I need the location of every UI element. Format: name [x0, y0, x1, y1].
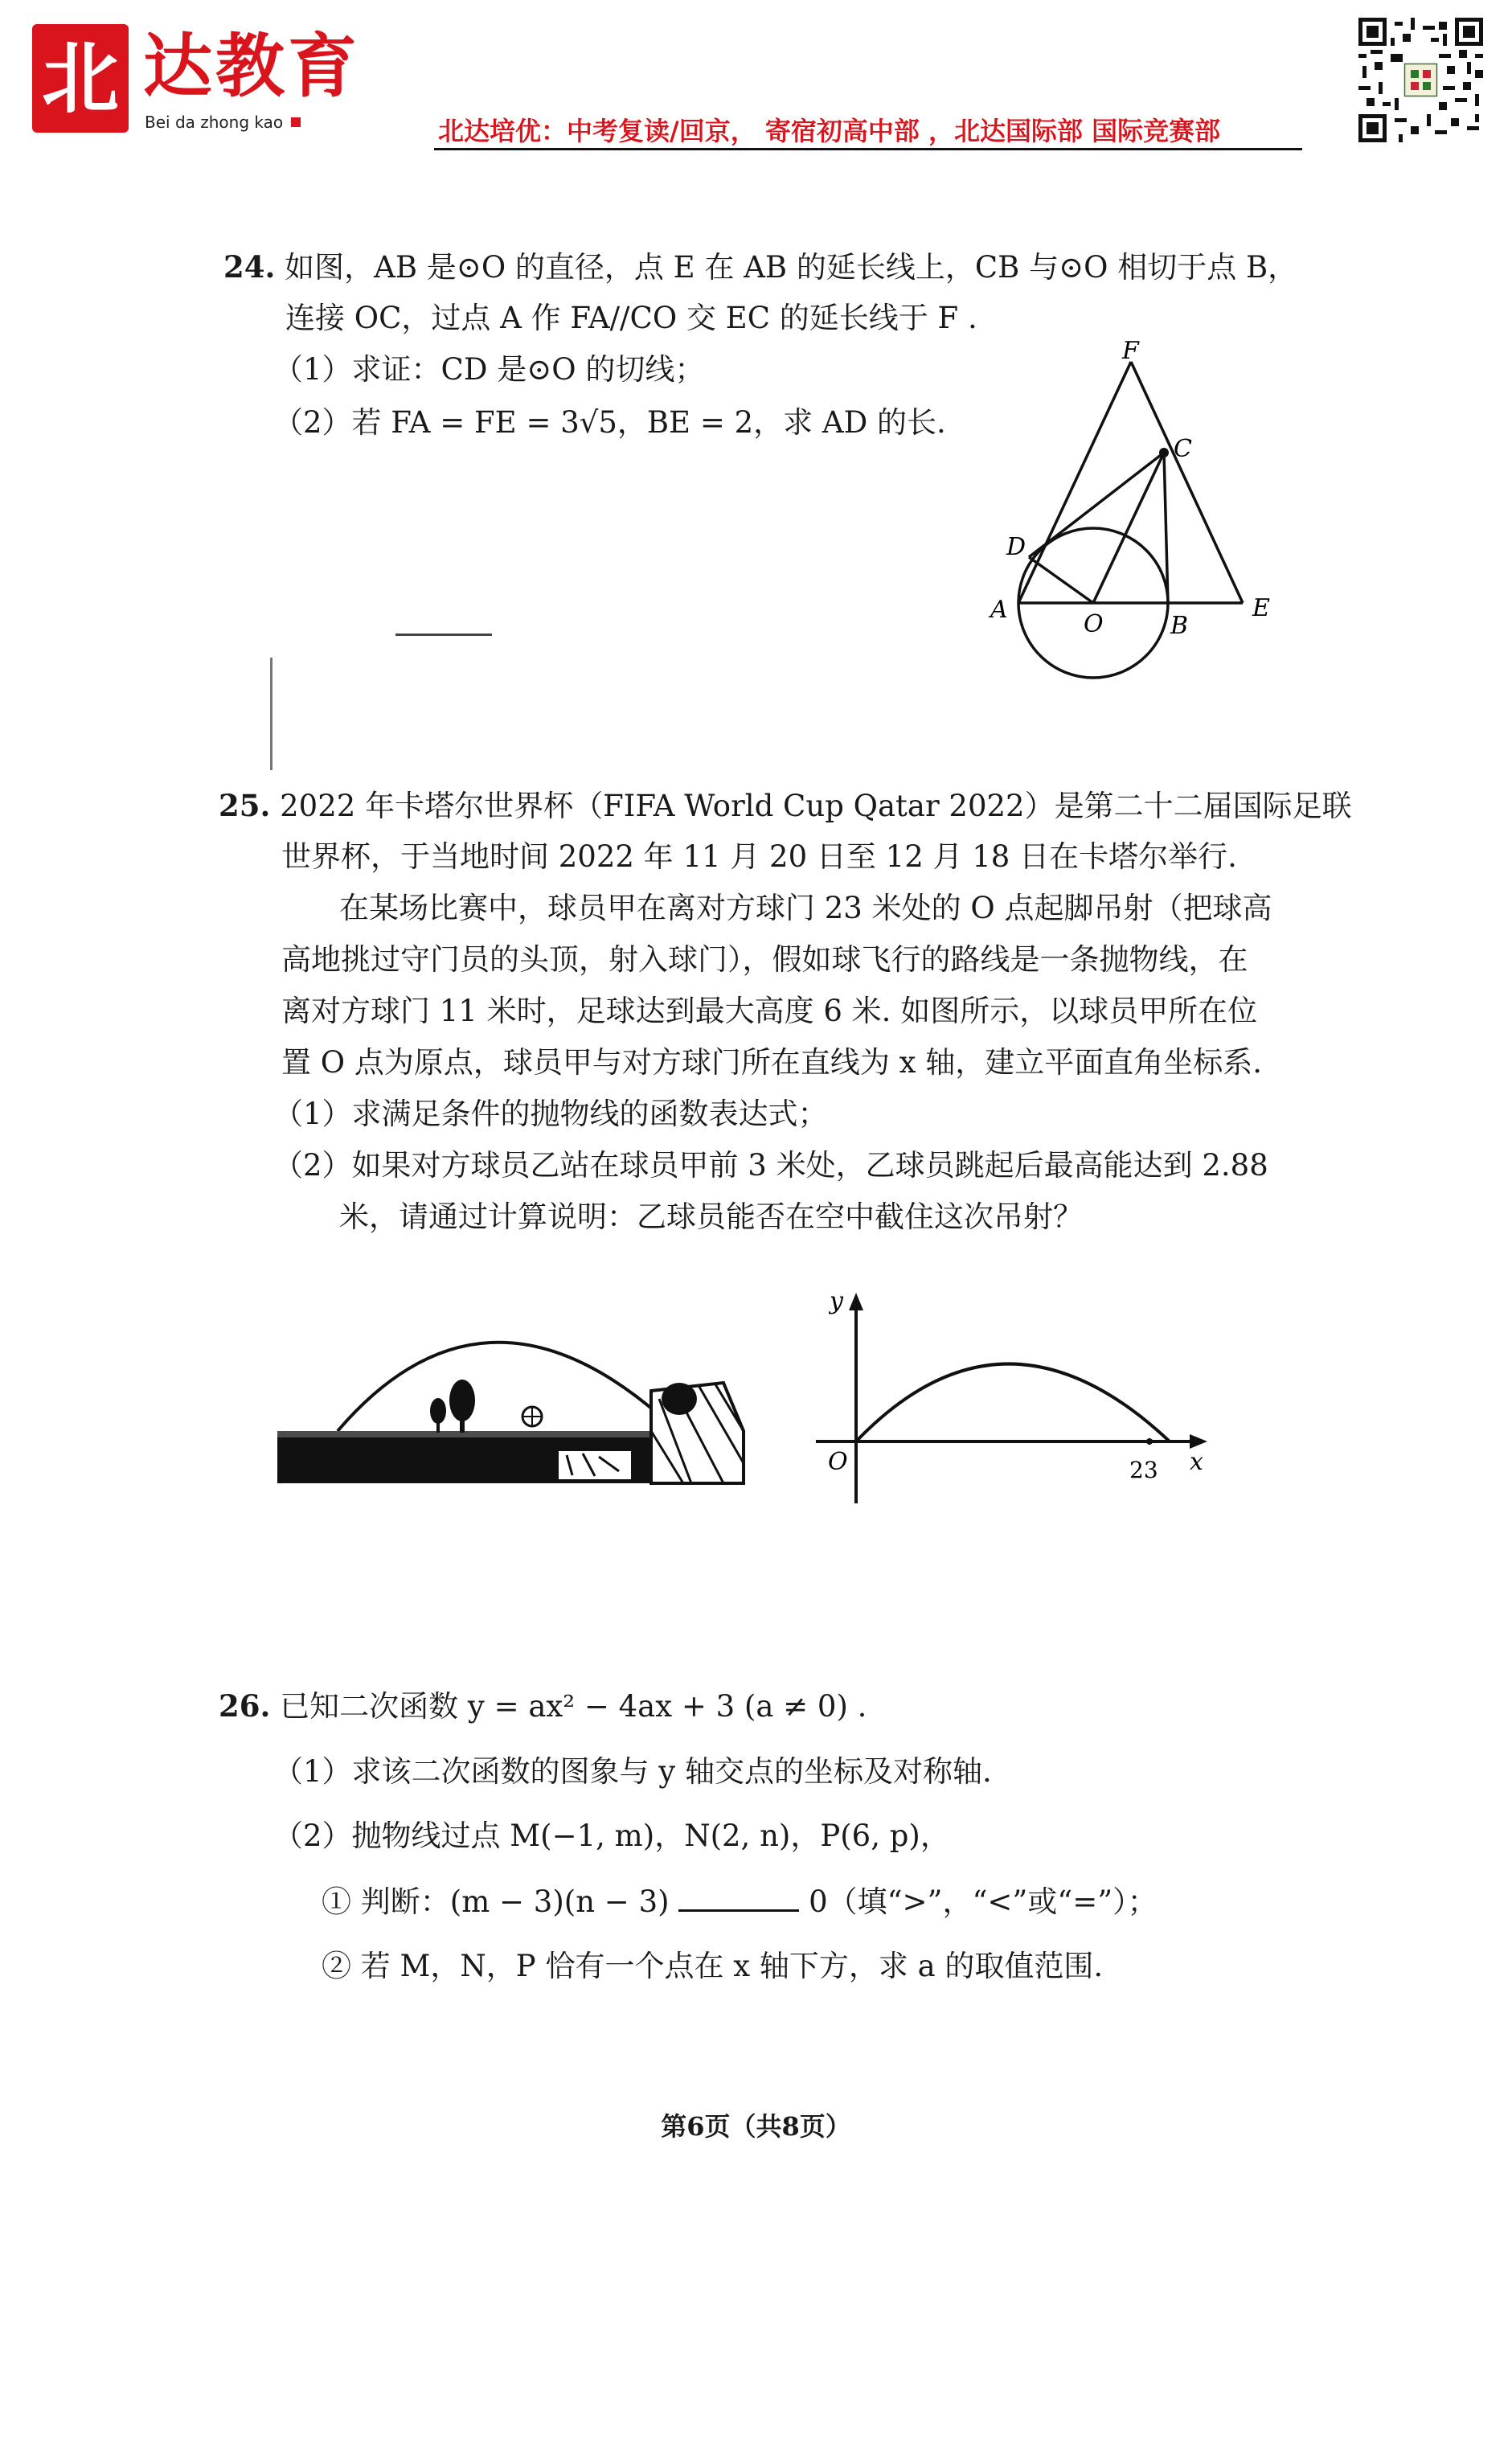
q26-sub1 [322, 1876, 1158, 1928]
answer-blank[interactable] [678, 1885, 799, 1912]
q26-line1 [219, 1680, 867, 1732]
brand-name: 达教育 [143, 26, 360, 107]
brand-pinyin: Bei da zhong kao [145, 113, 284, 132]
q26-sub2: ② 若 M，N，P 恰有一个点在 x 轴下方，求 a 的取值范围. [322, 1949, 1104, 1983]
q24-stem-line1: 如图，AB 是⊙O 的直径，点 E 在 AB 的延长线上，CB 与⊙O 相切于点 B， [285, 250, 1298, 285]
q25-field-illustration [273, 1310, 756, 1495]
q26-sub1-suffix: 0（填“>”，“<”或“=”）； [809, 1884, 1158, 1919]
q26-sub1-prefix: ① 判断：(m − 3)(n − 3) [322, 1884, 670, 1919]
q25-stem-line6: 置 O 点为原点，球员甲与对方球门所在直线为 x 轴，建立平面直角坐标系. [281, 1045, 1263, 1080]
label-c: C [1174, 435, 1192, 463]
logo-character: 北 [42, 33, 119, 124]
header-divider [434, 148, 1302, 150]
q24-part2: （2）若 FA = FE = 3√5，BE = 2，求 AD 的长. [273, 405, 946, 440]
q25-stem-line3: 在某场比赛中，球员甲在离对方球门 23 米处的 O 点起脚吊射（把球高 [339, 891, 1272, 925]
label-b: B [1170, 612, 1189, 640]
scan-mark [395, 634, 492, 636]
brand-mark [291, 117, 301, 127]
q26-number: 26. [219, 1688, 271, 1724]
q25-stem-line1: 2022 年卡塔尔世界杯（FIFA World Cup Qatar 2022）是第二十二届国际足联 [280, 789, 1352, 823]
header-slogan: 北达培优：中考复读/回京， 寄宿初高中部 ，北达国际部 国际竞赛部 [438, 116, 1221, 146]
x-axis-label: x [1190, 1448, 1203, 1476]
x-tick-23: 23 [1129, 1457, 1158, 1483]
label-a: A [990, 596, 1008, 624]
scan-mark [270, 658, 272, 770]
q25-part1: （1）求满足条件的抛物线的函数表达式； [273, 1097, 828, 1131]
label-d: D [1006, 533, 1026, 561]
y-axis-label: y [830, 1287, 843, 1315]
q24-stem-line2: 连接 OC，过点 A 作 FA//CO 交 EC 的延长线于 F . [285, 301, 977, 335]
q26-stem: 已知二次函数 y = ax² − 4ax + 3 (a ≠ 0) . [280, 1689, 867, 1724]
q24-part1: （1）求证：CD 是⊙O 的切线； [273, 352, 705, 387]
q25-part2-line1: （2）如果对方球员乙站在球员甲前 3 米处，乙球员跳起后最高能达到 2.88 [273, 1148, 1268, 1183]
q25-stem-line2: 世界杯，于当地时间 2022 年 11 月 20 日至 12 月 18 日在卡塔尔举行. [281, 839, 1237, 874]
q25-line1 [219, 780, 1352, 832]
q24-geometry-figure [949, 330, 1334, 707]
label-e: E [1252, 594, 1270, 622]
page-number: 第6页（共8页） [661, 2111, 851, 2142]
qr-code-icon [1358, 18, 1483, 142]
origin-label: O [828, 1448, 848, 1476]
parabola-curve [856, 1364, 1170, 1442]
q24-number: 24. [223, 249, 276, 285]
label-f: F [1122, 337, 1139, 365]
brand-logo [32, 24, 129, 133]
q24-line1 [223, 241, 1297, 293]
q25-stem-line5: 离对方球门 11 米时，足球达到最大高度 6 米. 如图所示，以球员甲所在位 [281, 994, 1258, 1028]
q25-parabola-graph [812, 1286, 1214, 1511]
q26-part2: （2）抛物线过点 M(−1, m)，N(2, n)，P(6, p)， [273, 1819, 950, 1853]
q25-number: 25. [219, 788, 271, 823]
label-o: O [1084, 610, 1104, 638]
q25-stem-line4: 高地挑过守门员的头顶，射入球门），假如球飞行的路线是一条抛物线，在 [281, 942, 1248, 977]
q26-part1: （1）求该二次函数的图象与 y 轴交点的坐标及对称轴. [273, 1754, 992, 1789]
q25-part2-line2: 米，请通过计算说明：乙球员能否在空中截住这次吊射？ [339, 1199, 1083, 1234]
